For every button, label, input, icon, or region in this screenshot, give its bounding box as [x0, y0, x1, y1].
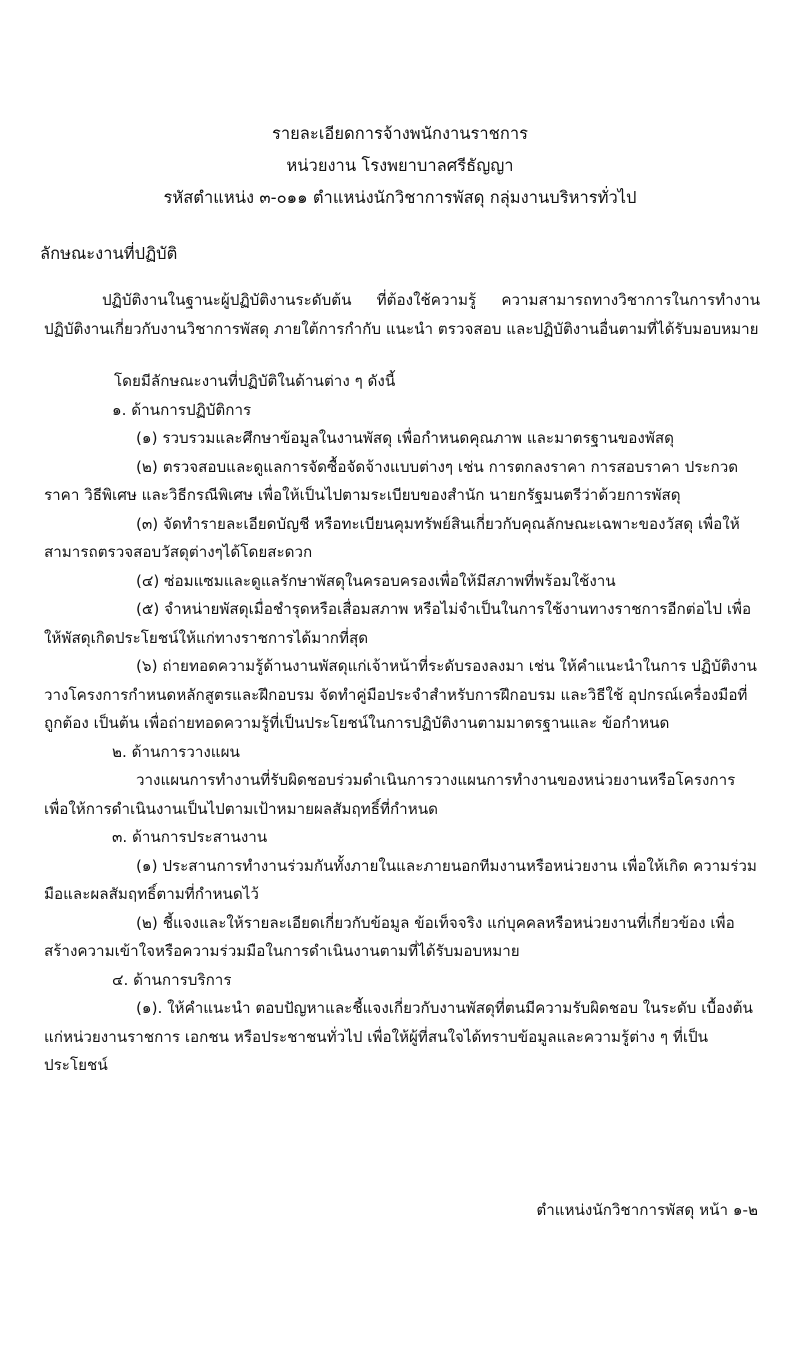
category-planning: ๒. ด้านการวางแผน	[112, 742, 240, 761]
operations-item-5: (๕) จำหน่ายพัสดุเมื่อชำรุดหรือเสื่อมสภาพ หรือไม่จำเป็นในการใช้งานทางราชการอีกต่อไป เพื่อให้พัสดุเกิดประโยชน์ให้แก่ทางราชการได้มากที่สุด	[44, 600, 752, 647]
operations-item-1: (๑) รวบรวมและศึกษาข้อมูลในงานพัสดุ เพื่อกำหนดคุณภาพ และมาตรฐานของพัสดุ	[136, 429, 674, 447]
coordination-item-1: (๑) ประสานการทำงานร่วมกันทั้งภายในและภายนอกทีมงานหรือหน่วยงาน เพื่อให้เกิด ความร่วมมือและผลสัมฤทธิ์ตามที่กำหนดไว้	[44, 856, 757, 903]
document-body	[44, 286, 760, 1080]
operations-item-3: (๓) จัดทำรายละเอียดบัญชี หรือทะเบียนคุมทรัพย์สินเกี่ยวกับคุณลักษณะเฉพาะของวัสดุ เพื่อให้สามารถตรวจสอบวัสดุต่างๆได้โดยสะดวก	[44, 514, 740, 561]
category-operations: ๑. ด้านการปฏิบัติการ	[112, 400, 252, 419]
planning-text: วางแผนการทำงานที่รับผิดชอบร่วมดำเนินการวางแผนการทำงานของหน่วยงานหรือโครงการ เพื่อให้การดำเนินงานเป็นไปตามเป้าหมายผลสัมฤทธิ์ที่กำหนด	[44, 771, 736, 818]
coordination-item-2: (๒) ชี้แจงและให้รายละเอียดเกี่ยวกับข้อมูล ข้อเท็จจริง แก่บุคคลหรือหน่วยงานที่เกี่ยวข้อง เพื่อสร้างความเข้าใจหรือความร่วมมือในการดำเนินงานตามที่ได้รับมอบหมาย	[44, 913, 735, 960]
document-title: รายละเอียดการจ้างพนักงานราชการ	[272, 124, 528, 143]
service-item-1: (๑). ให้คำแนะนำ ตอบปัญหาและชี้แจงเกี่ยวกับงานพัสดุที่ตนมีความรับผิดชอบ ในระดับ เบื้องต้นแก่หน่วยงานราชการ เอกชน หรือประชาชนทั่วไป เพื่อให้ผู้ที่สนใจได้ทราบข้อมูลและความรู้ต่าง ๆ ที่เป็นประโยชน์	[44, 999, 753, 1074]
operations-item-2: (๒) ตรวจสอบและดูแลการจัดซื้อจัดจ้างแบบต่างๆ เช่น การตกลงราคา การสอบราคา ประกวดราคา วิธีพิเศษ และวิธีกรณีพิเศษ เพื่อให้เป็นไปตามระเบียบของสำนัก นายกรัฐมนตรีว่าด้วยการพัสดุ	[44, 457, 739, 504]
category-coordination: ๓. ด้านการประสานงาน	[112, 828, 268, 846]
document-title-block	[0, 118, 800, 214]
agency-line: หน่วยงาน โรงพยาบาลศรีธัญญา	[286, 156, 514, 175]
intro-line: โดยมีลักษณะงานที่ปฏิบัติในด้านต่าง ๆ ดังนี้	[114, 372, 396, 390]
intro-paragraph: ปฏิบัติงานในฐานะผู้ปฏิบัติงานระดับต้น ที่ต้องใช้ความรู้ ความสามารถทางวิชาการในการทำงาน ปฏิบัติงานเกี่ยวกับงานวิชาการพัสดุ ภายใต้การกำกับ แนะนำ ตรวจสอบ และปฏิบัติงานอื่นตามที่ได้รับมอบหมาย	[44, 291, 760, 338]
operations-item-4: (๔) ซ่อมแซมและดูแลรักษาพัสดุในครอบครองเพื่อให้มีสภาพที่พร้อมใช้งาน	[136, 571, 616, 590]
position-code-line: รหัสตำแหน่ง ๓-๐๑๑ ตำแหน่งนักวิชาการพัสดุ กลุ่มงานบริหารทั่วไป	[163, 188, 637, 207]
section-heading: ลักษณะงานที่ปฏิบัติ	[40, 244, 178, 263]
page-footer: ตำแหน่งนักวิชาการพัสดุ หน้า ๑-๒	[536, 1201, 758, 1219]
category-service: ๔. ด้านการบริการ	[112, 970, 232, 989]
operations-item-6: (๖) ถ่ายทอดความรู้ด้านงานพัสดุแก่เจ้าหน้าที่ระดับรองลงมา เช่น ให้คำแนะนำในการ ปฏิบัติงาน วางโครงการกำหนดหลักสูตรและฝึกอบรม จัดทำคู่มือประจำสำหรับการฝึกอบรม และวิธีใช้ อุปกรณ์เครื่องมือที่ถูกต้อง เป็นต้น เพื่อถ่ายทอดความรู้ที่เป็นประโยชน์ในการปฏิบัติงานตามมาตรฐานและ ข้อกำหนด	[44, 657, 757, 732]
